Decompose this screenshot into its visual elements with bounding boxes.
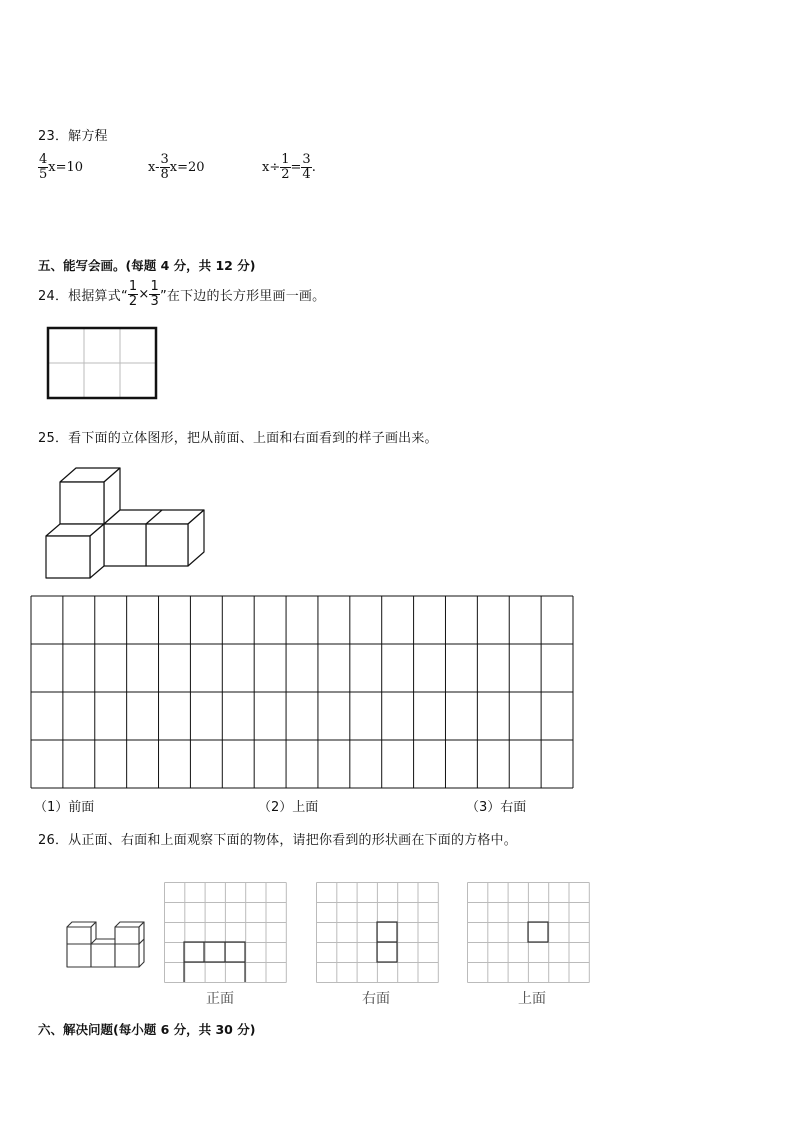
view-label-right: 右面: [362, 991, 390, 1007]
equation-2: x- $\frac{3}{8}$ x=20: [148, 152, 205, 182]
fraction: $\frac{3}{4}$: [302, 152, 311, 182]
rectangle-grid[interactable]: [46, 326, 158, 400]
fraction: $\frac{1}{2}$: [281, 152, 290, 182]
equation-3: x÷ $\frac{1}{2}$ = $\frac{3}{4}$ .: [262, 152, 316, 182]
cube-solid-figure: [44, 466, 208, 584]
q25-title: 25．看下面的立体图形，把从前面、上面和右面看到的样子画出来。: [38, 431, 438, 446]
fraction: $\frac{4}{5}$: [39, 152, 48, 182]
q24-title: 24．根据算式“ $\frac{1}{2}$ × $\frac{1}{3}$ ”在下边的长方形里画一画。: [38, 279, 326, 309]
answer-grid[interactable]: [30, 595, 575, 790]
top-view-grid[interactable]: [467, 882, 591, 984]
label-front-view: （1）前面: [34, 800, 95, 815]
equation-1: $\frac{4}{5}$ x=10: [39, 152, 84, 182]
section-5-title: 五、能写会画。(每题 4 分，共 12 分): [38, 258, 256, 273]
q26-title: 26．从正面、右面和上面观察下面的物体，请把你看到的形状画在下面的方格中。: [38, 833, 517, 848]
front-view-grid[interactable]: [164, 882, 288, 984]
section-6-title: 六、解决问题(每小题 6 分，共 30 分): [38, 1022, 256, 1037]
right-view-grid[interactable]: [316, 882, 440, 984]
view-label-front: 正面: [206, 991, 234, 1007]
fraction: $\frac{3}{8}$: [160, 152, 169, 182]
label-top-view: （2）上面: [258, 800, 319, 815]
block-object: [64, 918, 146, 970]
q23-title: 23．解方程: [38, 129, 108, 144]
label-right-view: （3）右面: [466, 800, 527, 815]
view-label-top: 上面: [518, 991, 546, 1007]
